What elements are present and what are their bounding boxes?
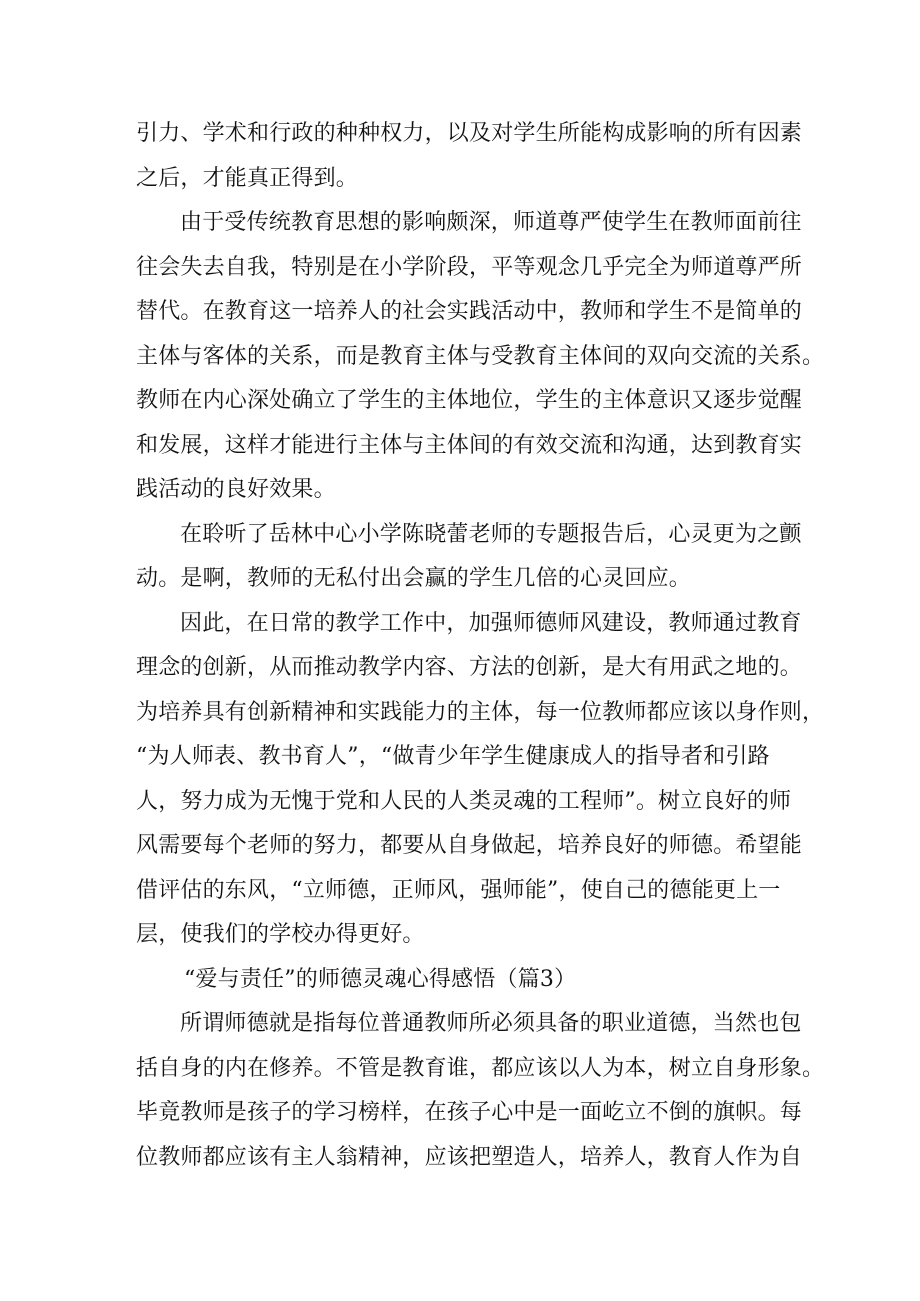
text-line: 引力、学术和行政的种种权力，以及对学生所能构成影响的所有因素 <box>136 121 803 146</box>
text-line: 往会失去自我，特别是在小学阶段，平等观念几乎完全为师道尊严所 <box>136 254 803 280</box>
text-line: 为培养具有创新精神和实践能力的主体，每一位教师都应该以身作则， <box>136 699 825 725</box>
text-line: 践活动的良好效果。 <box>136 477 336 502</box>
text-line: 借评估的东风，“立师德，正师风，强师能”，使自己的德能更上一 <box>136 877 781 903</box>
text-line: 所谓师德就是指每位普通教师所必须具备的职业道德，当然也包 <box>180 1011 802 1036</box>
text-line: 位教师都应该有主人翁精神，应该把塑造人，培养人，教育人作为自 <box>136 1144 803 1170</box>
text-line: 括自身的内在修养。不管是教育谁，都应该以人为本，树立自身形象。 <box>136 1055 825 1081</box>
text-line: 在聆听了岳林中心小学陈晓蕾老师的专题报告后，心灵更为之颤 <box>180 521 802 547</box>
text-line: 风需要每个老师的努力，都要从自身做起，培养良好的师德。希望能 <box>136 833 803 858</box>
text-line: “为人师表、教书育人”，“做青少年学生健康成人的指导者和引路 <box>136 744 770 769</box>
text-line: 和发展，这样才能进行主体与主体间的有效交流和沟通，达到教育实 <box>136 432 803 458</box>
text-line: 教师在内心深处确立了学生的主体地位，学生的主体意识又逐步觉醒 <box>136 388 803 413</box>
text-line: 由于受传统教育思想的影响颇深，师道尊严使学生在教师面前往 <box>180 210 802 235</box>
text-line: 之后，才能真正得到。 <box>136 165 359 191</box>
section-heading: “爱与责任”的师德灵魂心得感悟（篇3） <box>184 966 577 992</box>
paragraph-block-2 <box>136 1002 825 1180</box>
paragraph-block-1 <box>136 112 825 958</box>
text-line: 动。是啊，教师的无私付出会赢的学生几倍的心灵回应。 <box>136 566 692 591</box>
document-body <box>136 112 825 1180</box>
text-line: 人，努力成为无愧于党和人民的人类灵魂的工程师”。树立良好的师 <box>136 788 792 814</box>
text-line: 理念的创新，从而推动教学内容、方法的创新，是大有用武之地的。 <box>136 655 803 680</box>
text-line: 替代。在教育这一培养人的社会实践活动中，教师和学生不是简单的 <box>136 299 803 324</box>
text-line: 因此，在日常的教学工作中，加强师德师风建设，教师通过教育 <box>180 610 802 636</box>
text-line: 毕竟教师是孩子的学习榜样，在孩子心中是一面屹立不倒的旗帜。每 <box>136 1100 803 1125</box>
text-line: 层，使我们的学校办得更好。 <box>136 922 425 947</box>
text-line: 主体与客体的关系，而是教育主体与受教育主体间的双向交流的关系。 <box>136 343 825 369</box>
